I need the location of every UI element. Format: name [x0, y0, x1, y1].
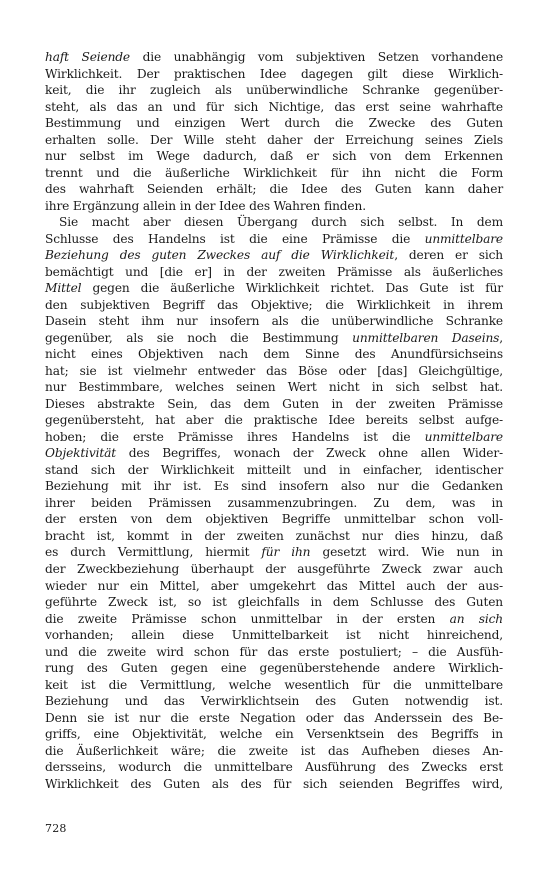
text-line [45, 198, 503, 215]
text-run: keit ist die Vermittlung, welche wesentlich für die unmittelbare [45, 677, 503, 692]
text-run: , deren er sich [394, 248, 503, 263]
text-line [45, 379, 503, 396]
text-run: rung des Guten gegen eine gegenüberstehende andere Wirklich- [45, 661, 503, 676]
text-run: stand sich der Wirklichkeit mitteilt und in einfacher, identischer [45, 462, 503, 477]
text-run: Beziehung und das Verwirklichtsein des Guten notwendig ist. [45, 694, 503, 709]
text-line [45, 511, 503, 528]
text-line [45, 313, 503, 330]
text-run: erhalten solle. Der Wille steht daher der Erreichung seines Ziels [45, 132, 503, 147]
italic-text: unmittelbaren Daseins [352, 330, 500, 345]
text-line [45, 346, 503, 363]
text-line [45, 660, 503, 677]
text-line [45, 247, 503, 264]
text-run: bracht ist, kommt in der zweiten zunächst nur dies hinzu, daß [45, 528, 503, 543]
text-line [45, 115, 503, 132]
italic-text: Mittel [45, 281, 82, 296]
text-line [45, 132, 503, 149]
text-run: Denn sie ist nur die erste Negation oder das Anderssein des Be- [45, 710, 503, 725]
text-line [45, 66, 503, 83]
text-line [45, 578, 503, 595]
text-line [45, 462, 503, 479]
text-line [45, 627, 503, 644]
italic-text: unmittelbare [424, 231, 503, 246]
text-run: die Äußerlichkeit wäre; die zweite ist das Aufheben dieses An- [45, 743, 503, 758]
text-run: hat; sie ist vielmehr entweder das Böse oder [das] Gleichgültige, [45, 363, 503, 378]
text-run: gesetzt wird. Wie nun in [310, 545, 503, 560]
text-run: gegen die äußerliche Wirklichkeit richtet. Das Gute ist für [81, 281, 503, 296]
text-run: dersseins, wodurch die unmittelbare Ausführung des Zwecks erst [45, 760, 503, 775]
text-run: den subjektiven Begriff das Objektive; die Wirklichkeit in ihrem [45, 297, 503, 312]
text-line [45, 148, 503, 165]
text-line [45, 759, 503, 776]
text-run: Beziehung mit ihr ist. Es sind insofern also nur die Gedanken [45, 479, 503, 494]
text-line [45, 644, 503, 661]
text-line [45, 264, 503, 281]
text-line [45, 396, 503, 413]
text-run: Dieses abstrakte Sein, das dem Guten in der zweiten Prämisse [45, 396, 503, 411]
italic-text: für ihn [261, 545, 311, 560]
text-run: der Zweckbeziehung überhaupt der ausgeführte Zweck zwar auch [45, 561, 503, 576]
text-run: bemächtigt und [die er] in der zweiten Prämisse als äußerliches [45, 264, 503, 279]
text-line [45, 412, 503, 429]
text-run: Wirklichkeit. Der praktischen Idee dagegen gilt diese Wirklich- [45, 66, 503, 81]
text-line [45, 561, 503, 578]
text-line [45, 743, 503, 760]
text-line [45, 165, 503, 182]
text-run: vorhanden; allein diese Unmittelbarkeit ist nicht hinreichend, [45, 628, 503, 643]
text-run: trennt und die äußerliche Wirklichkeit für ihn nicht die Form [45, 165, 503, 180]
italic-text: an sich [449, 611, 503, 626]
text-run: die unabhängig vom subjektiven Setzen vorhandene [130, 50, 504, 64]
text-line [45, 528, 503, 545]
text-run: der ersten von dem objektiven Begriffe unmittelbar schon voll- [45, 512, 503, 527]
text-line [45, 99, 503, 116]
italic-text: unmittelbare [424, 429, 503, 444]
text-run: ihre Ergänzung allein in der Idee des Wahren finden. [45, 198, 366, 213]
text-run: keit, die ihr zugleich als unüberwindliche Schranke gegenüber- [45, 83, 503, 98]
body-text [45, 49, 503, 792]
text-run: und die zweite wird schon für das erste postuliert; – die Ausfüh- [45, 644, 503, 659]
text-line [45, 726, 503, 743]
text-run: ihrer beiden Prämissen zusammenzubringen. Zu dem, was in [45, 495, 503, 510]
italic-text: haft Seiende [45, 50, 130, 64]
text-run: wieder nur ein Mittel, aber umgekehrt das Mittel auch der aus- [45, 578, 503, 593]
text-line [45, 214, 503, 231]
text-line [45, 429, 503, 446]
text-run: Wirklichkeit des Guten als des für sich seienden Begriffes wird, [45, 776, 503, 791]
text-line [45, 181, 503, 198]
text-run: Dasein steht ihm nur insofern als die unüberwindliche Schranke [45, 314, 503, 329]
text-run: geführte Zweck ist, so ist gleichfalls in dem Schlusse des Guten [45, 595, 503, 610]
text-run: nicht eines Objektiven nach dem Sinne des Anundfürsichseins [45, 347, 503, 362]
text-run: Bestimmung und einzigen Wert durch die Zwecke des Guten [45, 116, 503, 131]
text-line [45, 280, 503, 297]
text-line [45, 49, 503, 66]
text-run: die zweite Prämisse schon unmittelbar in der ersten [45, 611, 450, 626]
italic-text: Beziehung des guten Zweckes auf die Wirklichkeit [45, 248, 395, 263]
text-line [45, 677, 503, 694]
text-line [45, 495, 503, 512]
text-run: hoben; die erste Prämisse ihres Handelns ist die [45, 429, 425, 444]
text-line [45, 594, 503, 611]
text-run: Sie macht aber diesen Übergang durch sich selbst. In dem [59, 215, 503, 230]
text-line [45, 330, 503, 347]
text-run: nur Bestimmbare, welches seinen Wert nicht in sich selbst hat. [45, 380, 503, 395]
text-line [45, 363, 503, 380]
text-run: gegenüber, als sie noch die Bestimmung [45, 330, 353, 345]
text-line [45, 82, 503, 99]
text-run: steht, als das an und für sich Nichtige, das erst seine wahrhafte [45, 99, 503, 114]
text-line [45, 693, 503, 710]
text-line [45, 445, 503, 462]
page-number: 728 [45, 822, 67, 835]
text-run: , [499, 330, 503, 345]
text-line [45, 710, 503, 727]
text-line [45, 611, 503, 628]
text-run: des Begriffes, wonach der Zweck ohne allen Wider- [116, 446, 503, 461]
text-run: des wahrhaft Seienden erhält; die Idee des Guten kann daher [45, 182, 503, 197]
text-line [45, 297, 503, 314]
text-run: gegenübersteht, hat aber die praktische Idee bereits selbst aufge- [45, 413, 503, 428]
text-run: nur selbst im Wege dadurch, daß er sich von dem Erkennen [45, 149, 503, 164]
text-line [45, 478, 503, 495]
italic-text: Objektivität [45, 446, 117, 461]
text-line [45, 544, 503, 561]
text-line [45, 776, 503, 793]
text-run: Schlusse des Handelns ist die eine Prämisse die [45, 231, 425, 246]
text-run: griffs, eine Objektivität, welche ein Versenktsein des Begriffs in [45, 727, 503, 742]
text-line [45, 231, 503, 248]
text-run: es durch Vermittlung, hiermit [45, 545, 262, 560]
